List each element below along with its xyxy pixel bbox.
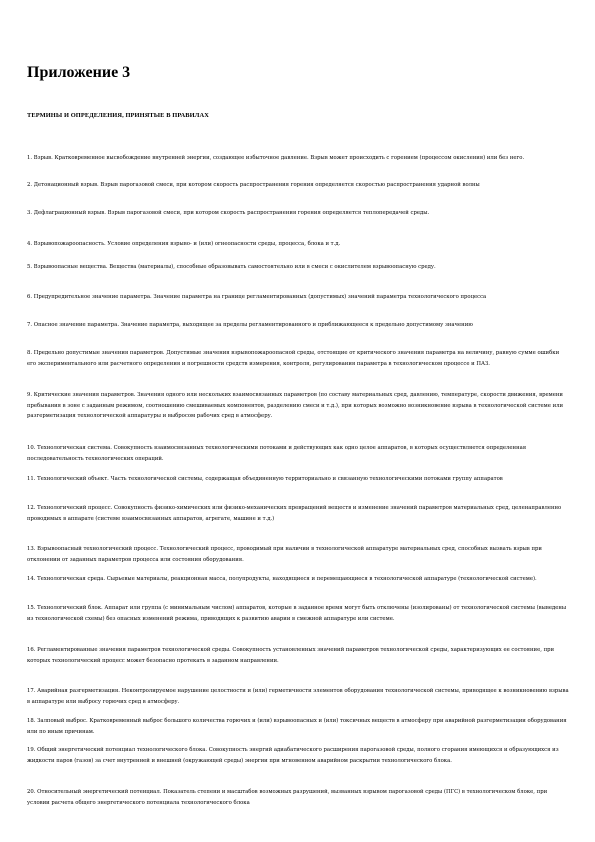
- definition-item: 12. Технологический процесс. Совокупность физико-химических или физико-механических превращений веществ и изменение значений параметров материальных сред, целенаправленно проводимых в аппарате (системе взаимосвязанных аппаратов, агрегате, машине и т.д.): [27, 505, 562, 522]
- definition-item: 1. Взрыв. Кратковременное высвобождение внутренней энергии, создающее избыточное давление. Взрыв может происходить с горением (процессом окисления) или без него.: [27, 155, 525, 161]
- page-title: Приложение 3: [27, 64, 131, 81]
- definition-item: 6. Предупредительное значение параметра. Значение параметра на границе регламентированных (допустимых) значений параметра технологического процесса: [27, 294, 487, 300]
- definition-item: 2. Детонационный взрыв. Взрыв парогазовой смеси, при котором скорость распространения горения определяется скоростью распространения ударной волны: [27, 182, 480, 188]
- definition-item: 13. Взрывоопасный технологический процесс. Технологический процесс, проводимый при наличии в технологической аппаратуре материальных сред, способных вызвать взрыв при отклонении от заданных параметров процесса или состояния оборудования.: [27, 546, 542, 563]
- definition-item: 17. Аварийная разгерметизация. Неконтролируемое нарушение целостности и (или) герметичности элементов оборудования технологической системы, приводящее к возникновению взрыва в аппаратуре или выбросу горючих сред в атмосферу.: [27, 688, 569, 705]
- definition-item: 8. Предельно допустимые значения параметров. Допустимые значения взрывопожароопасной среды, отстоящие от критического значения параметра на величину, равную сумме ошибки его экспериментального или расчетного определения и погрешности средств измерения, контроля, регулирования параметра в технологическом процессе и ПАЗ.: [27, 350, 560, 367]
- definition-item: 5. Взрывоопасные вещества. Вещества (материалы), способные образовывать самостоятельно или в смеси с окислителем взрывоопасную среду.: [27, 264, 436, 270]
- section-heading: ТЕРМИНЫ И ОПРЕДЕЛЕНИЯ, ПРИНЯТЫЕ В ПРАВИЛАХ: [27, 112, 209, 119]
- definition-item: 18. Залповый выброс. Кратковременный выброс большого количества горючих и (или) взрывоопасных и (или) токсичных веществ в атмосферу при аварийной разгерметизации оборудования или по иным причинам.: [27, 718, 567, 735]
- definition-item: 3. Дефлаграционный взрыв. Взрыв парогазовой смеси, при котором скорость распространения горения определяется теплопередачей среды.: [27, 210, 430, 216]
- definition-item: 15. Технологический блок. Аппарат или группа (с минимальным числом) аппаратов, которые в заданное время могут быть отключены (изолированы) от технологической системы (выведены из технологической схемы) без опасных изменений режима, приводящих к развитию аварии в смежной аппаратуре или системе.: [27, 605, 567, 622]
- definition-item: 11. Технологический объект. Часть технологической системы, содержащая объединенную территориально и связанную технологическими потоками группу аппаратов: [27, 476, 503, 482]
- definition-item: 9. Критические значения параметров. Значения одного или нескольких взаимосвязанных параметров (по составу материальных сред, давлению, температуре, скорости движения, времени пребывания в зоне с заданным режимом, соотношению смешиваемых компонентов, разделению смеси и т.д.), при которых возможно возникновение взрыва в технологической системе или разгерметизация технологической аппаратуры и выбросом рабочих сред в атмосферу.: [27, 392, 564, 420]
- definition-item: 10. Технологическая система. Совокупность взаимосвязанных технологическими потоками и действующих как одно целое аппаратов, в которых осуществляется определенная последовательность технологических операций.: [27, 445, 527, 462]
- definition-item: 19. Общий энергетический потенциал технологического блока. Совокупность энергий адиабатического расширения парогазовой среды, полного сгорания имеющихся и образующихся из жидкости паров (газов) за счет внутренней и внешней (окружающей среды) энергии при мгновенном аварийном раскрытии технологического блока.: [27, 747, 559, 764]
- definition-item: 20. Относительный энергетический потенциал. Показатель степени и масштабов возможных разрушений, вызванных взрывом парогазовой среды (ПГС) в технологическом блоке, при условии расчета общего энергетического потенциала технологического блока: [27, 789, 548, 806]
- definition-item: 14. Технологическая среда. Сырьевые материалы, реакционная масса, полупродукты, находящиеся и перемещающиеся в технологической аппаратуре (технологической системе).: [27, 576, 537, 582]
- definition-item: 4. Взрывопожароопасность. Условие определения взрыво- и (или) огнеопасности среды, процесса, блока и т.д.: [27, 241, 341, 247]
- definition-item: 16. Регламентированные значения параметров технологической среды. Совокупность установленных значений параметров технологической среды, характеризующих ее состояние, при которых технологический процесс может безопасно протекать в заданном направлении.: [27, 647, 555, 664]
- definition-item: 7. Опасное значение параметра. Значение параметра, выходящее за пределы регламентированного и приближающееся к предельно допустимому значению: [27, 322, 473, 328]
